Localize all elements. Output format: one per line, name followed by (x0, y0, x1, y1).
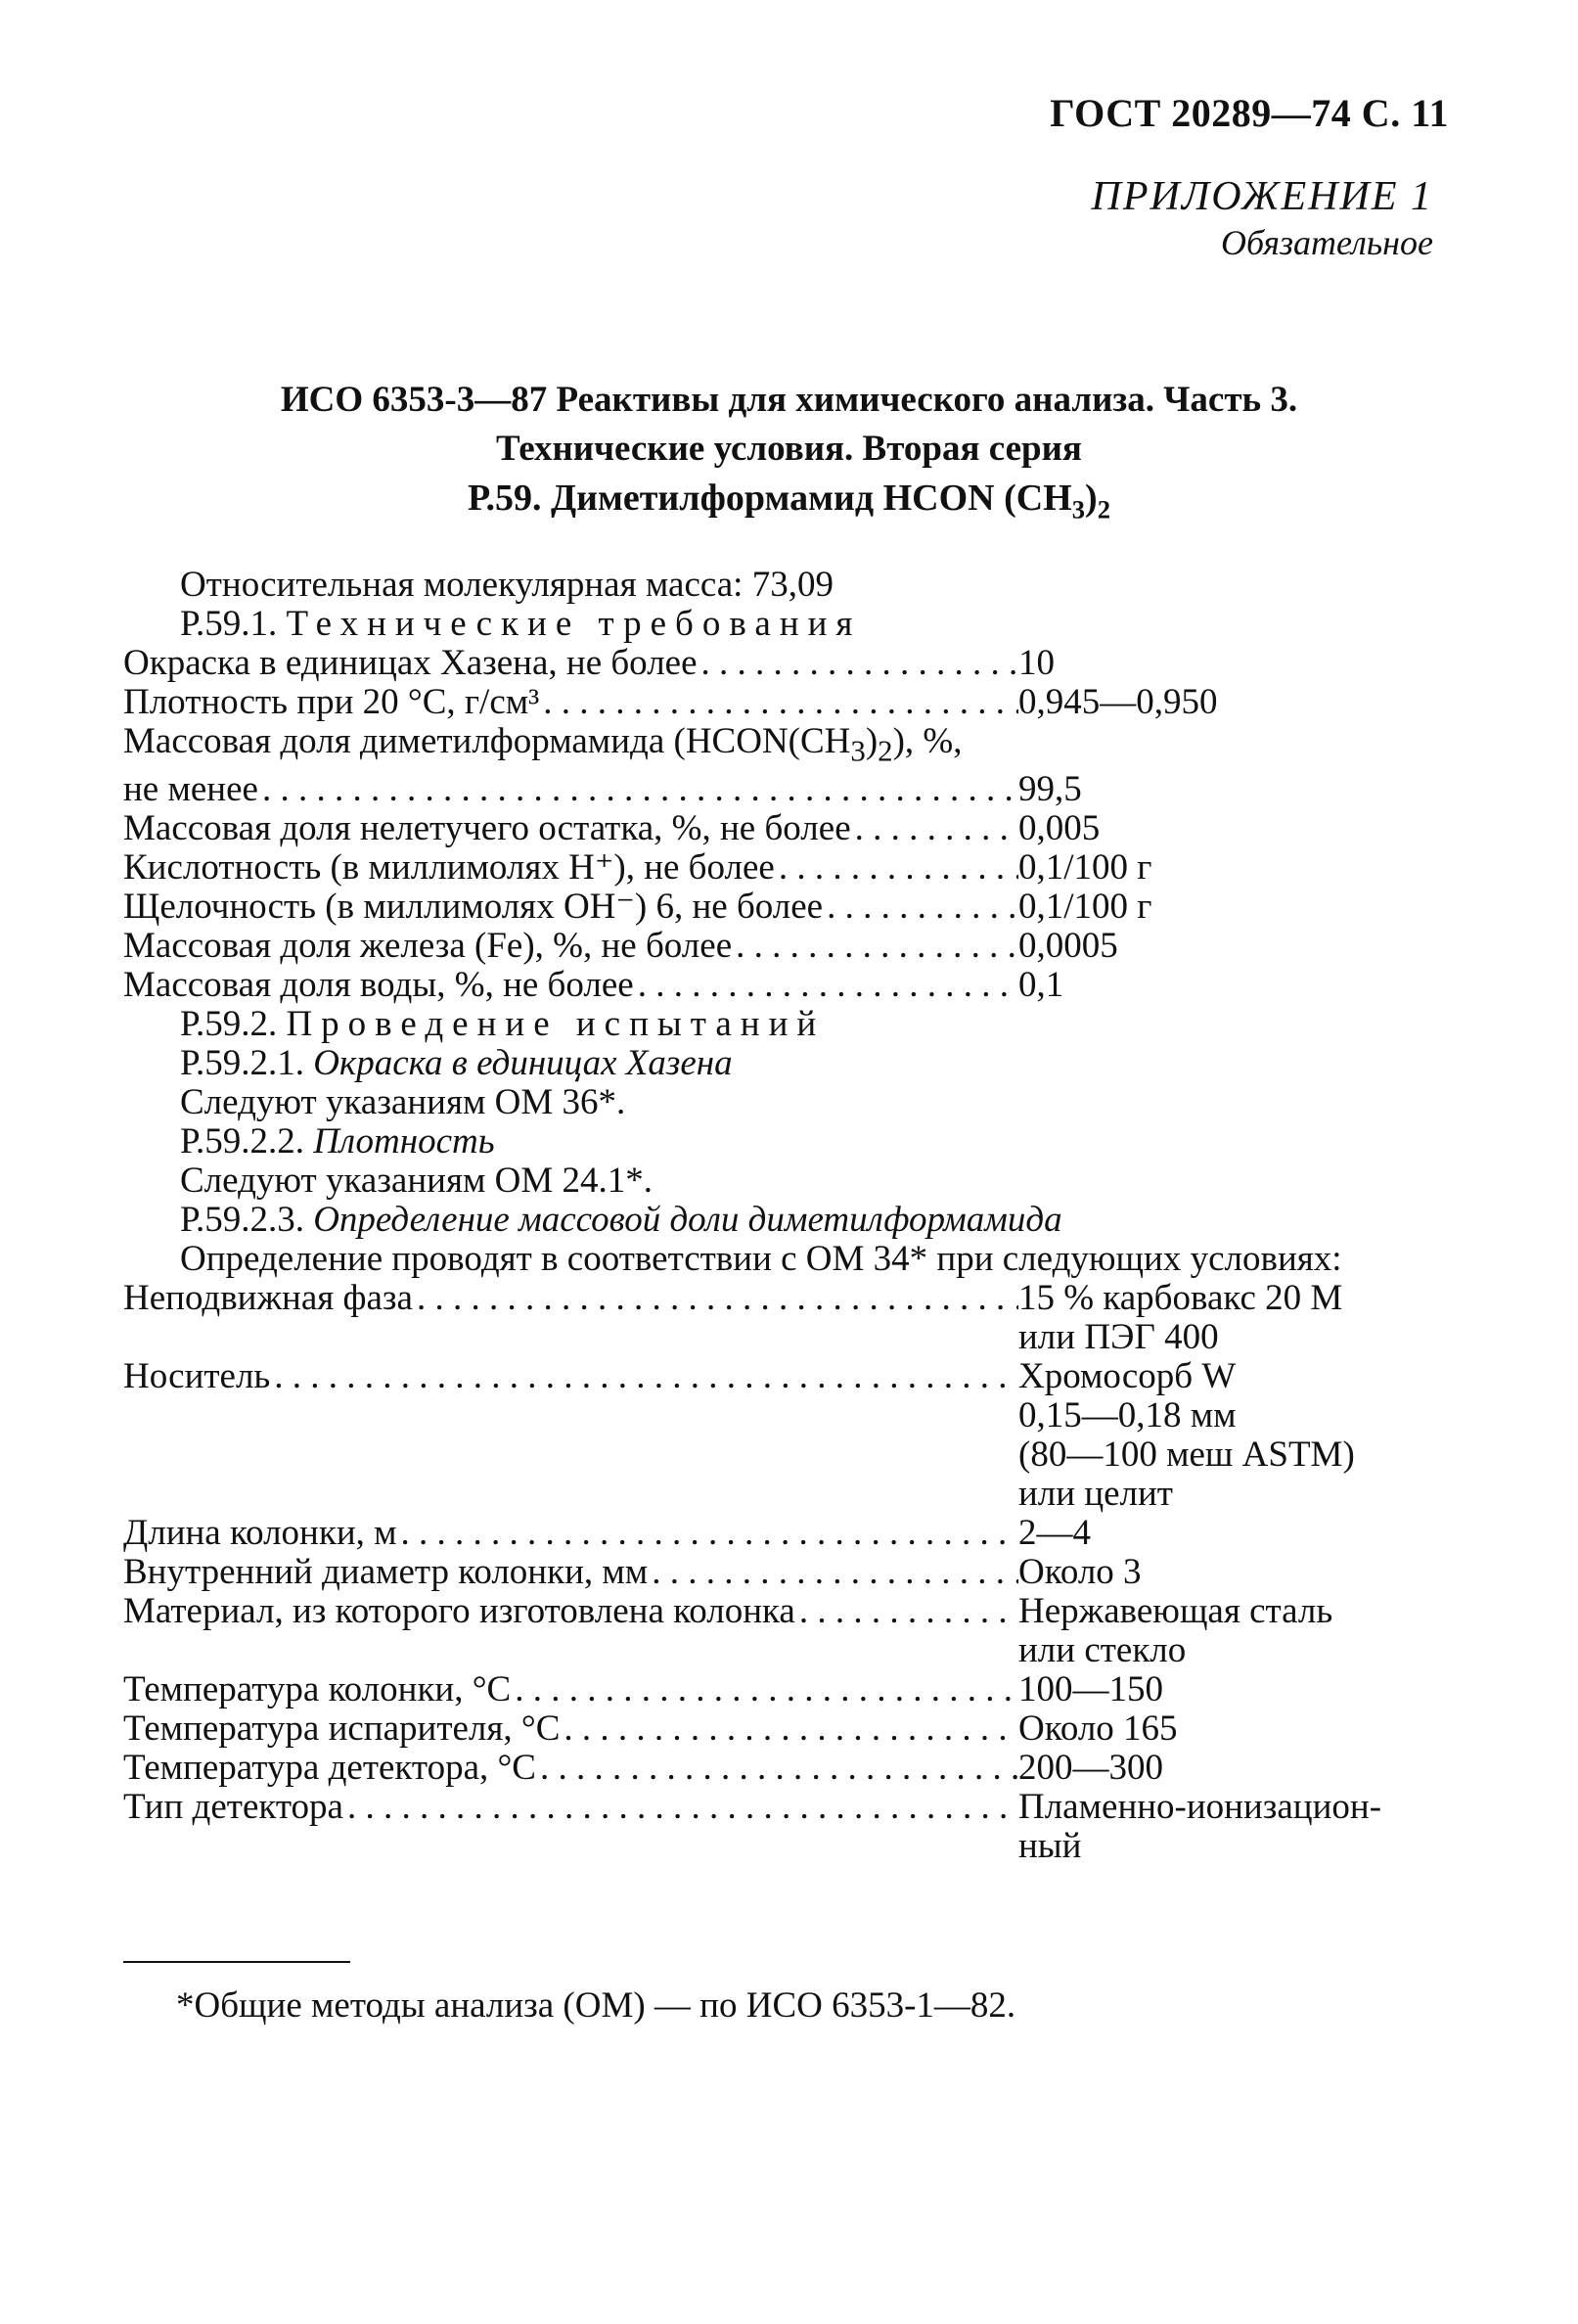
footnote-divider (123, 1961, 350, 1963)
condition-label: Длина колонки, м (123, 1514, 397, 1554)
dmf-formula-suffix: ), %, (892, 721, 963, 761)
requirement-label: Массовая доля нелетучего остатка, %, не более (123, 809, 851, 849)
requirement-label: Кислотность (в миллимолях H⁺), не более (123, 848, 775, 889)
requirement-value: 0,945—0,950 (1018, 682, 1218, 722)
section-title: Проведение испытаний (286, 1004, 826, 1045)
test-text: Следуют указаниям ОМ 24.1*. (180, 1161, 654, 1202)
leader-dots (560, 1709, 1018, 1749)
test-heading (123, 1201, 1473, 1240)
condition-label: Материал, из которого изготовлена колонка (123, 1592, 795, 1632)
title-line-2: Технические условия. Вторая серия (496, 429, 1082, 469)
section-heading-tests (123, 1005, 1473, 1044)
leader-dots (413, 1279, 1018, 1318)
leader-dots (258, 770, 1018, 809)
requirement-row (123, 927, 1444, 966)
leader-dots (536, 1749, 1018, 1788)
molecular-mass: Относительная молекулярная масса: 73,09 (180, 565, 834, 605)
requirement-row (123, 809, 1444, 848)
test-text: Следуют указаниям ОМ 36*. (180, 1082, 626, 1123)
section-title: Технические требования (286, 604, 862, 644)
requirement-row (123, 848, 1444, 888)
requirement-row (123, 888, 1444, 927)
title-line-1: ИСО 6353-3—87 Реактивы для химического анализа. Часть 3. (280, 380, 1298, 420)
requirement-label: не менее (123, 770, 258, 810)
condition-label: Носитель (123, 1357, 271, 1397)
test-title: Плотность (313, 1121, 495, 1162)
condition-value: 100—150 (1018, 1669, 1163, 1710)
condition-value: Хромосорб W 0,15—0,18 мм (80—100 меш ASTM) или целит (1018, 1356, 1355, 1515)
test-number: Р.59.2.3. (180, 1200, 304, 1241)
condition-value: Около 165 (1018, 1709, 1178, 1750)
dmf-formula-mid: ) (865, 721, 879, 761)
appendix-status: Обязательное (1221, 223, 1433, 262)
condition-row (123, 1749, 1444, 1788)
test-text: Определение проводят в соответствии с ОМ 34* при следующих условиях: (180, 1239, 1342, 1280)
condition-label: Температура детектора, °С (123, 1749, 536, 1789)
requirement-value: 0,1/100 г (1018, 847, 1152, 889)
requirement-value: 0,0005 (1018, 926, 1118, 967)
requirement-value: 10 (1018, 643, 1055, 683)
leader-dots (698, 644, 1018, 683)
test-title: Определение массовой доли диметилформамида (313, 1200, 1062, 1241)
leader-dots (732, 927, 1018, 966)
leader-dots (851, 809, 1018, 848)
condition-value: 2—4 (1018, 1513, 1091, 1554)
condition-row (123, 1788, 1444, 1866)
requirement-label: Щелочность (в миллимолях OH⁻) 6, не более (123, 888, 824, 928)
condition-row (123, 1514, 1444, 1553)
condition-label: Температура колонки, °С (123, 1670, 512, 1710)
section-heading-requirements (123, 605, 1473, 644)
title-formula-prefix: Р.59. Диметилформамид HCON (CH (467, 478, 1072, 519)
requirement-value: 0,005 (1018, 808, 1101, 849)
condition-label: Температура испарителя, °С (123, 1709, 561, 1750)
condition-row (123, 1709, 1444, 1749)
document-reference: ГОСТ 20289—74 С. 11 (1050, 91, 1449, 135)
requirement-row (123, 966, 1444, 1005)
condition-row (123, 1592, 1444, 1670)
document-body (123, 566, 1473, 1866)
footnote: *Общие методы анализа (ОМ) — по ИСО 6353-1—82. (176, 1985, 1016, 2026)
condition-row (123, 1357, 1444, 1514)
requirement-row (123, 770, 1444, 809)
requirement-row (123, 683, 1444, 722)
requirement-label: Окраска в единицах Хазена, не более (123, 644, 698, 683)
condition-label: Внутренний диаметр колонки, мм (123, 1553, 649, 1593)
leader-dots (823, 888, 1018, 927)
appendix-block (1092, 172, 1433, 264)
appendix-title: ПРИЛОЖЕНИЕ 1 (1091, 174, 1433, 219)
test-number: Р.59.2.2. (180, 1121, 304, 1162)
requirement-value: 99,5 (1018, 769, 1082, 810)
leader-dots (343, 1788, 1018, 1827)
requirement-value: 0,1/100 г (1018, 887, 1152, 928)
dmf-formula-prefix: Массовая доля диметилформамида (HCON(CH (123, 721, 851, 761)
leader-dots (539, 683, 1018, 722)
title-formula-mid: ) (1085, 478, 1098, 519)
test-heading (123, 1122, 1473, 1162)
leader-dots (270, 1357, 1018, 1396)
condition-value: Нержавеющая сталь или стекло (1018, 1591, 1333, 1671)
leader-dots (775, 848, 1018, 888)
condition-value: 200—300 (1018, 1748, 1163, 1789)
title-line-3 (137, 474, 1441, 534)
condition-value: Около 3 (1018, 1552, 1142, 1593)
requirement-row (123, 644, 1444, 683)
condition-value: 15 % карбовакс 20 М или ПЭГ 400 (1018, 1278, 1343, 1358)
condition-label: Неподвижная фаза (123, 1279, 413, 1319)
leader-dots (795, 1592, 1018, 1631)
title-formula-sub-2: 2 (1097, 494, 1110, 524)
title-formula-sub-1: 3 (1071, 494, 1086, 524)
test-heading (123, 1044, 1473, 1083)
document-title (137, 376, 1441, 534)
test-title: Окраска в единицах Хазена (313, 1043, 733, 1084)
dmf-formula-sub-2: 2 (878, 734, 893, 768)
condition-row (123, 1279, 1444, 1357)
section-number: Р.59.1. (180, 604, 278, 644)
leader-dots (648, 1553, 1018, 1592)
section-number: Р.59.2. (180, 1004, 278, 1045)
leader-dots (397, 1514, 1018, 1553)
condition-label: Тип детектора (123, 1788, 343, 1828)
dmf-formula-sub-1: 3 (850, 734, 866, 768)
requirement-label: Массовая доля воды, %, не более (123, 966, 634, 1006)
requirement-label: Массовая доля железа (Fe), %, не более (123, 927, 733, 967)
condition-row (123, 1553, 1444, 1592)
leader-dots (634, 966, 1018, 1005)
leader-dots (511, 1670, 1018, 1709)
condition-row (123, 1670, 1444, 1709)
requirement-value: 0,1 (1018, 965, 1064, 1006)
test-number: Р.59.2.1. (180, 1043, 304, 1084)
requirement-label: Плотность при 20 °С, г/см³ (123, 683, 540, 722)
requirement-dmf-line-1 (123, 722, 1473, 770)
condition-value: Пламенно-ионизацион- ный (1018, 1787, 1382, 1867)
